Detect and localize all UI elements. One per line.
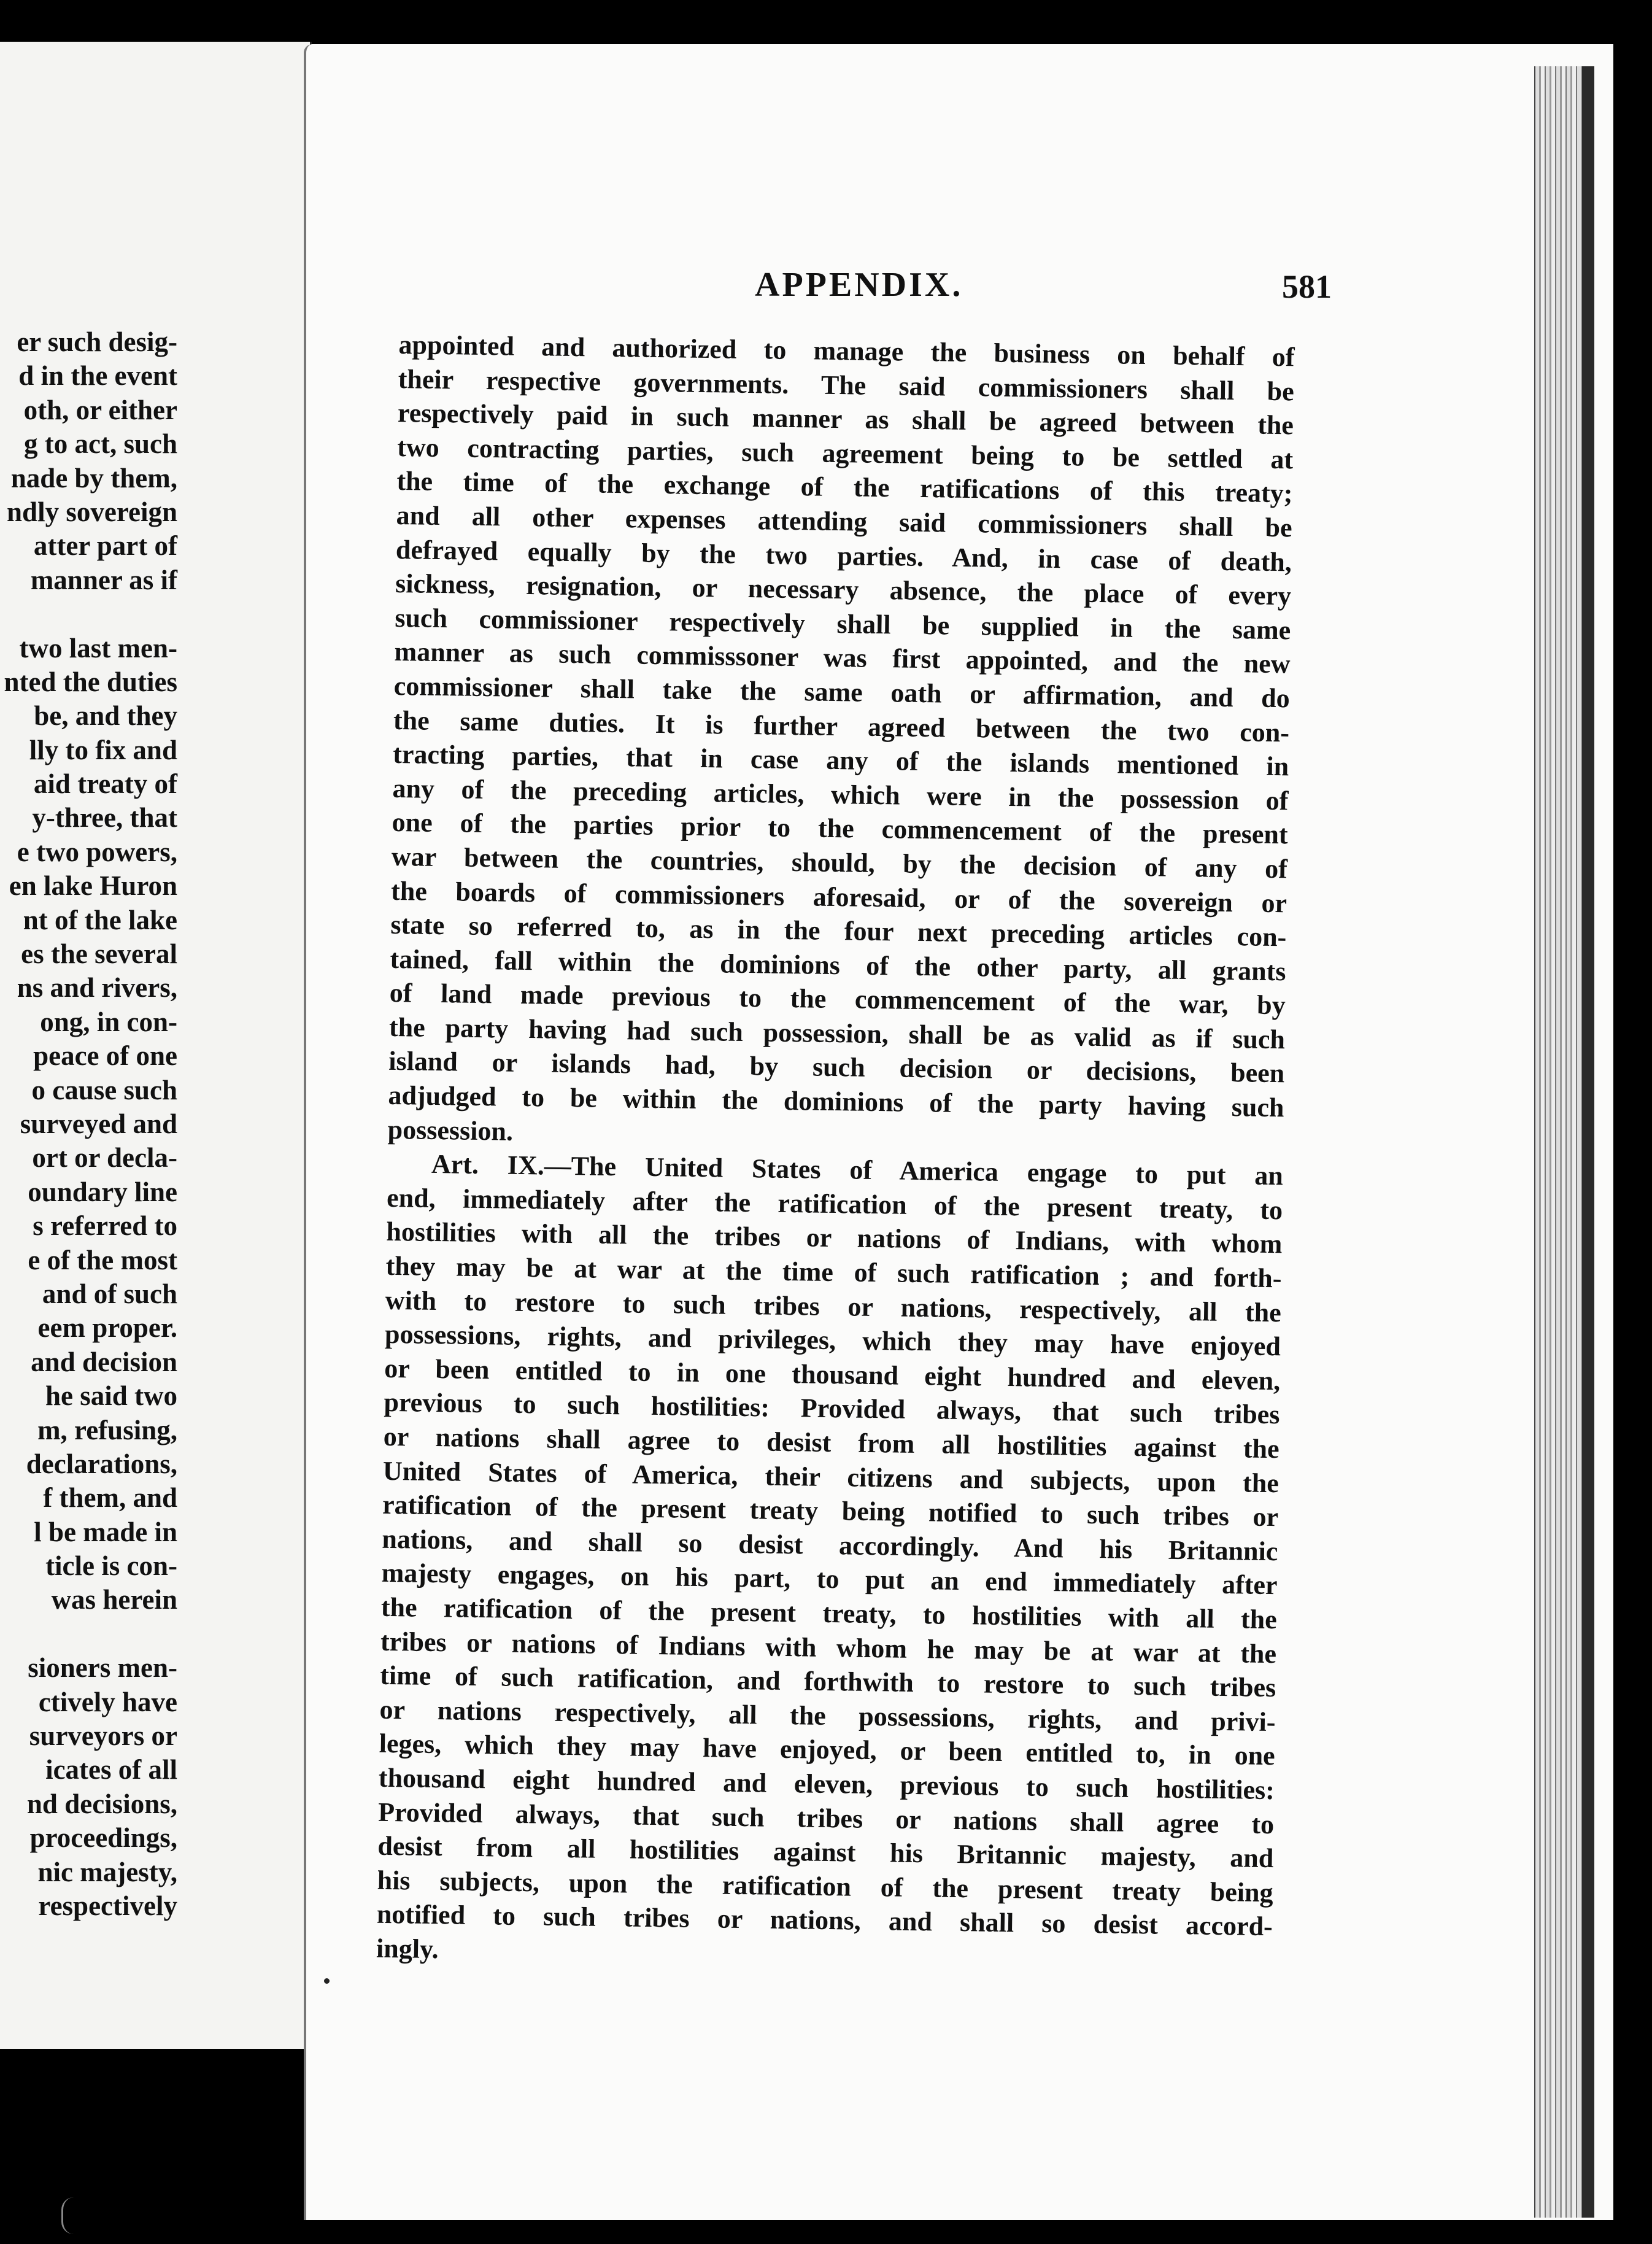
facing-line: and decision	[31, 1346, 177, 1377]
facing-page-text	[0, 325, 177, 1923]
facing-line: atter part of	[33, 530, 177, 562]
text-line: commissioner shall take the same oath or affirmation, and do	[393, 670, 1291, 714]
body-text	[376, 328, 1295, 1978]
facing-line: manner as if	[30, 564, 177, 595]
facing-line: ns and rivers,	[17, 972, 177, 1004]
facing-line: es the several	[21, 938, 177, 970]
text-line: manner as such commisssoner was first appointed, and the new	[394, 636, 1291, 679]
page-number: 581	[1282, 268, 1332, 305]
facing-line: e of the most	[28, 1244, 177, 1275]
text-line: or been entitled to in one thousand eight hundred and eleven,	[384, 1353, 1281, 1396]
text-line: desist from all hostilities against his Britannic majesty, and	[377, 1830, 1274, 1874]
facing-line: he said two	[45, 1380, 177, 1412]
facing-line: ong, in con-	[40, 1006, 177, 1037]
text-line: nations, and shall so desist accordingly. And his Britannic	[382, 1523, 1278, 1566]
facing-line: nade by them,	[10, 462, 177, 493]
facing-line: ort or decla-	[32, 1142, 177, 1174]
text-line: United States of America, their citizens and subjects, upon the	[382, 1455, 1280, 1498]
facing-line: sioners men-	[28, 1652, 177, 1684]
text-line: thousand eight hundred and eleven, previous to such hostilities:	[378, 1762, 1275, 1806]
facing-line: proceedings,	[29, 1822, 177, 1854]
facing-line: er such desig-	[17, 327, 177, 357]
text-line: previous to such hostilities: Provided always, that such tribes	[384, 1387, 1280, 1430]
facing-line: e two powers,	[17, 836, 177, 867]
facing-line: nt of the lake	[23, 904, 177, 935]
facing-line: icates of all	[45, 1754, 177, 1786]
text-line: time of such ratification, and forthwith to restore to such tribes	[380, 1660, 1276, 1703]
running-header	[755, 265, 1332, 314]
facing-line: o cause such	[31, 1074, 177, 1105]
text-line: respectively paid in such manner as shall be agreed between the	[397, 398, 1294, 441]
text-line: the boards of commissioners aforesaid, or of the sovereign or	[390, 875, 1287, 918]
facing-line: lly to fix and	[29, 734, 177, 765]
page-corner-curl	[61, 2197, 82, 2234]
facing-line: nic majesty,	[37, 1856, 177, 1887]
facing-line: f them, and	[43, 1482, 177, 1514]
text-line: adjudged to be within the dominions of the party having such	[388, 1080, 1284, 1123]
facing-line: y-three, that	[32, 802, 177, 834]
facing-line: aid treaty of	[33, 768, 177, 800]
text-line: or nations respectively, all the possessions, rights, and privi-	[379, 1694, 1276, 1737]
facing-line: nted the duties	[4, 666, 177, 697]
facing-line: s referred to	[33, 1210, 177, 1242]
running-title: APPENDIX.	[755, 266, 963, 304]
text-line: notified to such tribes or nations, and shall so desist accord-	[376, 1899, 1273, 1942]
text-line: Provided always, that such tribes or nations shall agree to	[377, 1797, 1275, 1840]
text-line: war between the countries, should, by the decision of any of	[391, 841, 1288, 884]
text-line: two contracting parties, such agreement being to be settled at	[396, 431, 1294, 475]
text-line: any of the preceding articles, which were in the possession of	[392, 773, 1289, 816]
text-line: of land made previous to the commencement of the war, by	[389, 978, 1286, 1021]
facing-line: d in the event	[18, 360, 177, 392]
text-line: the party having had such possession, shall be as valid as if such	[388, 1012, 1286, 1055]
text-line: their respective governments. The said commissioners shall be	[398, 363, 1295, 406]
facing-line: oundary line	[28, 1176, 177, 1207]
text-line: end, immediately after the ratification of the present treaty, to	[386, 1182, 1283, 1226]
text-line: tained, fall within the dominions of the other party, all grants	[390, 943, 1286, 986]
text-line: ingly.	[376, 1933, 439, 1965]
facing-line: be, and they	[34, 700, 177, 732]
facing-line: declarations,	[26, 1448, 177, 1479]
text-line: hostilities with all the tribes or nations of Indians, with whom	[386, 1217, 1283, 1259]
text-line: island or islands had, by such decision or decisions, been	[388, 1046, 1285, 1089]
facing-line	[0, 1617, 177, 1651]
facing-line: respectively	[38, 1890, 177, 1921]
text-line: with to restore to such tribes or nations, respectively, all the	[385, 1285, 1282, 1328]
ink-speck	[324, 1978, 330, 1984]
facing-line: nd decisions,	[26, 1788, 177, 1819]
text-line: sickness, resignation, or necessary absence, the place of every	[395, 568, 1292, 611]
page-edge	[1534, 66, 1583, 2218]
binding-shadow	[1582, 66, 1594, 2218]
facing-line	[0, 597, 177, 631]
text-line: ratification of the present treaty being notified to such tribes or	[382, 1490, 1279, 1533]
text-line: the same duties. It is further agreed between the two con-	[393, 705, 1290, 748]
text-line: state so referred to, as in the four next preceding articles con-	[390, 910, 1287, 953]
text-line: majesty engages, on his part, to put an end immediately after	[381, 1558, 1278, 1601]
text-line: the time of the exchange of the ratifications of this treaty;	[396, 466, 1293, 509]
facing-line: two last men-	[19, 632, 177, 664]
text-line: possessions, rights, and privileges, which they may have enjoyed	[384, 1319, 1281, 1362]
facing-line: en lake Huron	[9, 870, 177, 902]
text-line: Art. IX.—The United States of America engage to put an	[431, 1149, 1284, 1191]
facing-line: l be made in	[34, 1516, 177, 1547]
text-line: defrayed equally by the two parties. And, in case of death,	[395, 534, 1292, 577]
facing-page	[0, 42, 312, 2049]
facing-line: m, refusing,	[37, 1414, 177, 1445]
text-line: and all other expenses attending said commissioners shall be	[396, 500, 1292, 543]
text-line: his subjects, upon the ratification of the present treaty being	[377, 1865, 1273, 1908]
facing-line: ndly sovereign	[7, 496, 177, 527]
facing-line: surveyed and	[20, 1108, 177, 1139]
facing-line: eem proper.	[37, 1312, 177, 1344]
facing-line: oth, or either	[23, 394, 177, 425]
text-line: or nations shall agree to desist from all hostilities against the	[383, 1421, 1280, 1464]
facing-line: and of such	[42, 1278, 177, 1309]
facing-line: ctively have	[38, 1686, 177, 1717]
text-line: tribes or nations of Indians with whom he may be at war at the	[380, 1626, 1277, 1669]
facing-line: peace of one	[33, 1040, 177, 1072]
text-line: possession.	[387, 1114, 514, 1147]
text-line: appointed and authorized to manage the business on behalf of	[398, 329, 1295, 373]
text-line: leges, which they may have enjoyed, or been entitled to, in one	[379, 1728, 1275, 1771]
facing-line: ticle is con-	[45, 1550, 177, 1582]
text-line: the ratification of the present treaty, to hostilities with all the	[380, 1592, 1278, 1635]
facing-line: was herein	[51, 1584, 177, 1615]
facing-line: surveyors or	[29, 1720, 177, 1752]
text-line: one of the parties prior to the commencement of the present	[392, 807, 1288, 850]
facing-line: g to act, such	[24, 428, 177, 460]
text-line: such commissioner respectively shall be supplied in the same	[395, 602, 1291, 646]
text-line: they may be at war at the time of such ratification ; and forth-	[385, 1250, 1282, 1294]
text-line: tracting parties, that in case any of the islands mentioned in	[392, 739, 1289, 782]
